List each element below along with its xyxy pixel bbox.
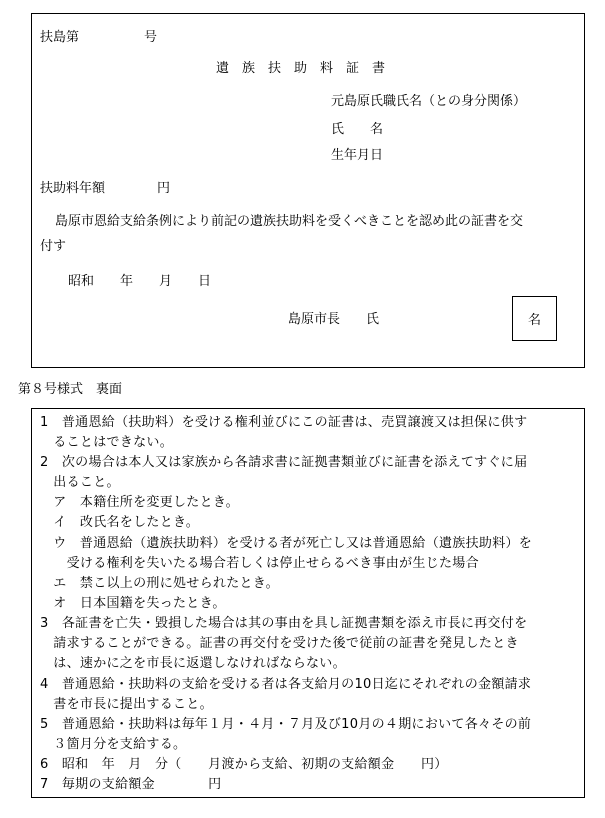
certificate-number: 扶島第 号: [40, 30, 158, 45]
back-line: オ 日本国籍を失ったとき。: [40, 596, 226, 611]
mayor-signature-label: 島原市長 氏: [288, 312, 380, 327]
back-line: 書を市長に提出すること。: [40, 697, 213, 712]
certificate-title: 遺族扶助料証書: [216, 61, 399, 76]
seal-text: 名: [527, 313, 541, 328]
holder-birthdate-label: 生年月日: [331, 148, 384, 163]
back-line: ３箇月分を支給する。: [40, 737, 187, 752]
holder-name-label: 氏 名: [331, 122, 384, 137]
back-line: は、速かに之を市長に返還しなければならない。: [40, 656, 346, 671]
statement-line-1: 島原市恩給支給条例により前記の遺族扶助料を受くべきことを認め此の証書を交: [55, 214, 524, 229]
back-heading: 第８号様式 裏面: [18, 382, 123, 397]
back-line: ウ 普通恩給（遺族扶助料）を受ける者が死亡し又は普通恩給（遺族扶助料）を: [40, 536, 533, 551]
holder-relation-label: 元島原氏職氏名（との身分関係）: [331, 94, 527, 109]
back-line: 6 昭和 年 月 分（ 月渡から支給、初期の支給額金 円）: [40, 757, 448, 772]
back-line: 5 普通恩給・扶助料は毎年１月・４月・７月及び10月の４期において各々その前: [40, 717, 532, 732]
back-line: ア 本籍住所を変更したとき。: [40, 495, 239, 510]
back-line: エ 禁こ以上の刑に処せられたとき。: [40, 576, 279, 591]
statement-line-2: 付す: [40, 239, 67, 254]
back-line: 1 普通恩給（扶助料）を受ける権利並びにこの証書は、売買譲渡又は担保に供す: [40, 415, 528, 430]
back-line: 3 各証書を亡失・毀損した場合は其の事由を具し証拠書類を添え市長に再交付を: [40, 616, 528, 631]
back-line: イ 改氏名をしたとき。: [40, 515, 200, 530]
back-line: 2 次の場合は本人又は家族から各請求書に証拠書類並びに証書を添えてすぐに届: [40, 455, 528, 470]
back-line: 受ける権利を失いたる場合若しくは停止せらるべき事由が生じた場合: [40, 556, 479, 571]
annual-amount-label: 扶助料年額 円: [40, 181, 171, 196]
back-line: 出ること。: [40, 475, 120, 490]
back-line: 4 普通恩給・扶助料の支給を受ける者は各支給月の10日迄にそれぞれの金額請求: [40, 677, 532, 692]
back-line: ることはできない。: [40, 435, 174, 450]
issue-date: 昭和 年 月 日: [68, 274, 212, 289]
seal-box: [512, 296, 557, 341]
back-line: 7 毎期の支給額金 円: [40, 777, 222, 792]
back-line: 請求することができる。証書の再交付を受けた後で従前の証書を発見したとき: [40, 636, 519, 651]
